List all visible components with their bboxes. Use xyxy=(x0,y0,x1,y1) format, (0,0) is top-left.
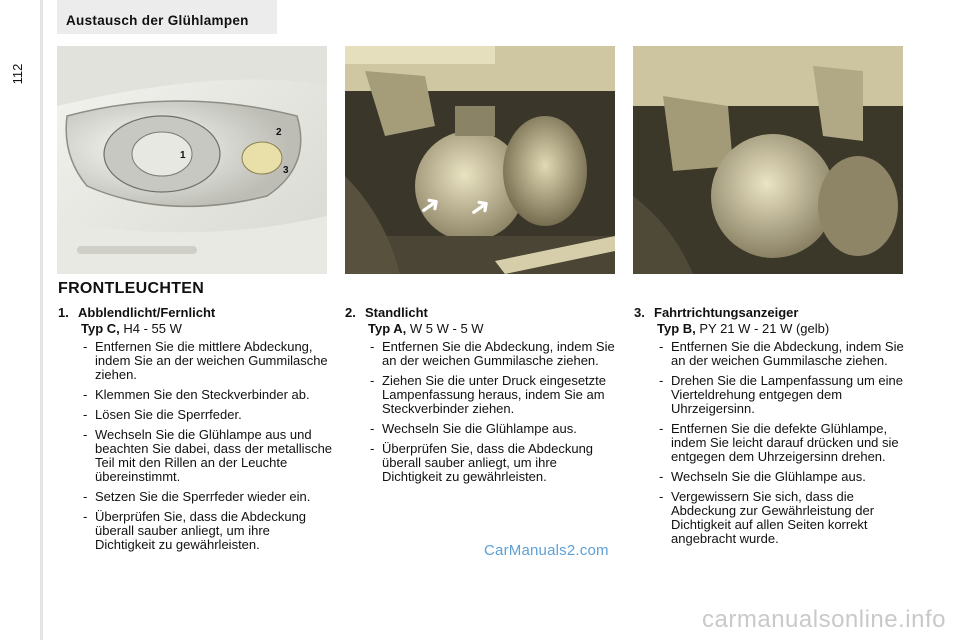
callout-2: 2 xyxy=(276,127,282,138)
step-item: - Entfernen Sie die Abdeckung, indem Sie an der weichen Gummilasche ziehen. xyxy=(659,339,904,368)
column-heading xyxy=(58,306,333,320)
page-title: FRONTLEUCHTEN xyxy=(58,280,205,297)
column-title: Fahrtrichtungsanzeiger xyxy=(654,305,799,320)
bulb-type xyxy=(368,322,620,336)
instruction-column-3 xyxy=(634,306,909,552)
lamp-unit-photo xyxy=(633,46,903,274)
bulb-type-value: W 5 W - 5 W xyxy=(406,321,484,336)
lamp-unit-photo xyxy=(345,46,615,274)
step-item: - Wechseln Sie die Glühlampe aus und beachten Sie dabei, dass der metallische Teil mit den Rillen an der Leuchte übereinstimmt. xyxy=(83,427,333,484)
bulb-type-label: Typ B, xyxy=(657,321,696,336)
column-heading xyxy=(634,306,909,320)
page-number: 112 xyxy=(10,63,25,85)
step-item: - Überprüfen Sie, dass die Abdeckung überall sauber anliegt, um ihre Dichtigkeit zu gewährleisten. xyxy=(370,441,594,484)
callout-3: 3 xyxy=(283,165,289,176)
column-heading xyxy=(345,306,620,320)
bulb-type-value: H4 - 55 W xyxy=(119,321,182,336)
step-item: - Entfernen Sie die Abdeckung, indem Sie an der weichen Gummilasche ziehen. xyxy=(370,339,615,368)
bulb-type-value: PY 21 W - 21 W (gelb) xyxy=(695,321,830,336)
column-number: 3. xyxy=(634,305,645,320)
step-item: - Vergewissern Sie sich, dass die Abdeckung zur Gewährleistung der Dichtigkeit auf allen Seiten korrekt angebracht wurde. xyxy=(659,489,875,546)
bulb-type-label: Typ C, xyxy=(81,321,120,336)
column-number: 1. xyxy=(58,305,69,320)
bulb-type xyxy=(81,322,333,336)
margin-rule xyxy=(40,0,43,640)
step-item: - Lösen Sie die Sperrfeder. xyxy=(83,407,242,422)
instruction-column-1 xyxy=(58,306,333,558)
headlamp-illustration xyxy=(57,46,327,274)
watermark-link[interactable]: CarManuals2.com xyxy=(484,542,609,559)
step-item: - Ziehen Sie die unter Druck eingesetzte Lampenfassung heraus, indem Sie am Steckverbinder ziehen. xyxy=(370,373,607,416)
callout-1: 1 xyxy=(180,150,186,161)
footer-watermark: carmanualsonline.info xyxy=(702,606,946,633)
step-item: - Klemmen Sie den Steckverbinder ab. xyxy=(83,387,310,402)
arrow-icon: ➜ xyxy=(412,186,448,224)
step-list xyxy=(58,340,333,552)
step-list xyxy=(345,340,620,484)
bulb-type-label: Typ A, xyxy=(368,321,407,336)
arrow-icon: ➜ xyxy=(462,188,498,226)
step-item: - Wechseln Sie die Glühlampe aus. xyxy=(370,421,577,436)
step-list xyxy=(634,340,909,546)
step-item: - Entfernen Sie die mittlere Abdeckung, indem Sie an der weichen Gummilasche ziehen. xyxy=(83,339,328,382)
column-number: 2. xyxy=(345,305,356,320)
step-item: - Drehen Sie die Lampenfassung um eine Vierteldrehung entgegen dem Uhrzeigersinn. xyxy=(659,373,903,416)
column-title: Standlicht xyxy=(365,305,428,320)
instruction-column-2 xyxy=(345,306,620,490)
bulb-type xyxy=(657,322,909,336)
step-item: - Wechseln Sie die Glühlampe aus. xyxy=(659,469,866,484)
step-item: - Entfernen Sie die defekte Glühlampe, indem Sie leicht darauf drücken und sie entgegen dem Uhrzeigersinn drehen. xyxy=(659,421,899,464)
section-heading: Austausch der Glühlampen xyxy=(66,13,249,28)
step-item: - Setzen Sie die Sperrfeder wieder ein. xyxy=(83,489,311,504)
column-title: Abblendlicht/Fernlicht xyxy=(78,305,216,320)
step-item: - Überprüfen Sie, dass die Abdeckung überall sauber anliegt, um ihre Dichtigkeit zu gewährleisten. xyxy=(83,509,307,552)
